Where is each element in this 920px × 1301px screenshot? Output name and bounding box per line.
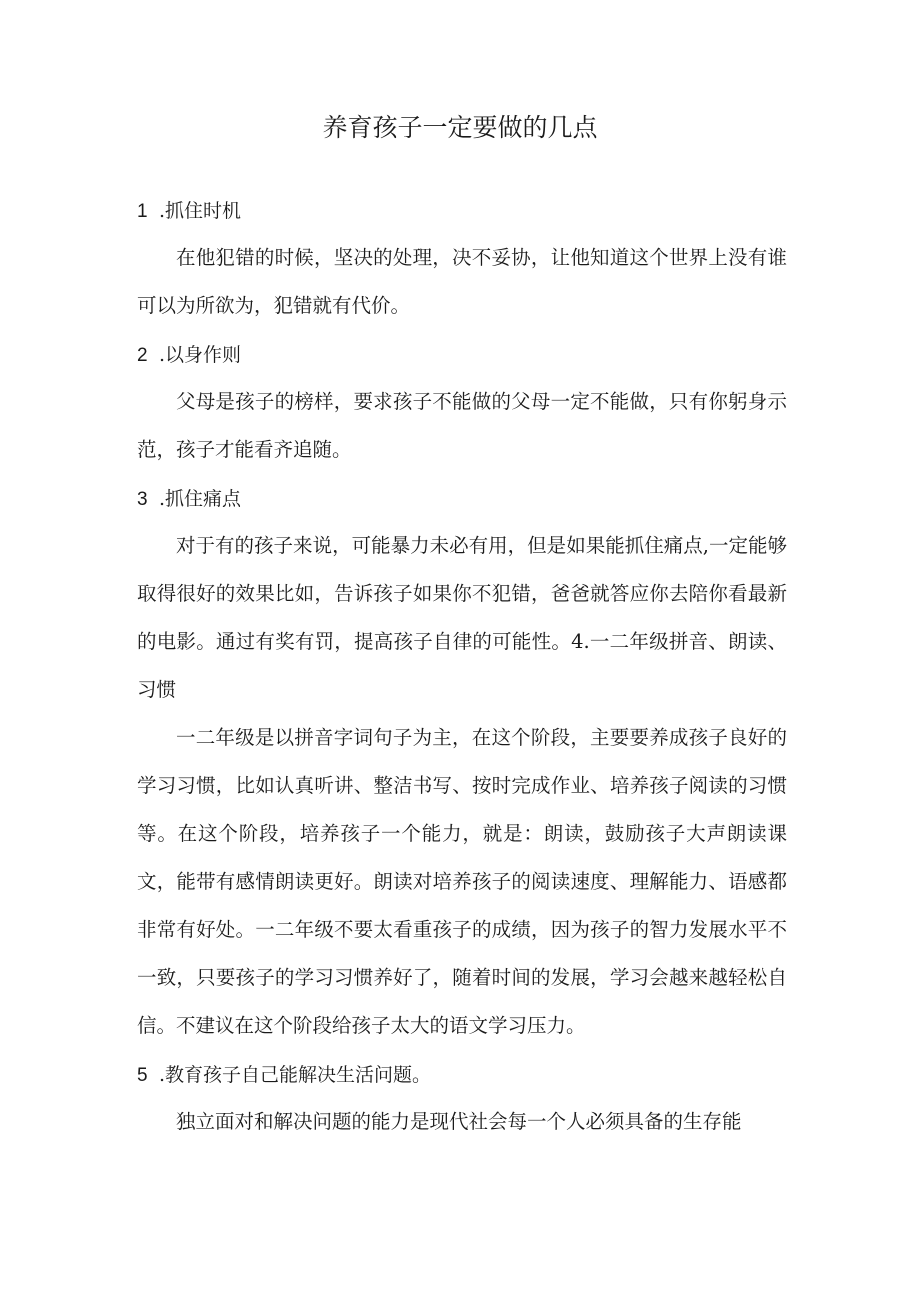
section-number: 3	[137, 489, 148, 510]
document-title: 养育孩子一定要做的几点	[322, 113, 598, 142]
section-number: 1	[137, 201, 148, 222]
section-body-3: 对于有的孩子来说，可能暴力未必有用，但是如果能抓住痛点,一定能够取得很好的效果比如，告诉孩子如果你不犯错，爸爸就答应你去陪你看最新的电影。通过有奖有罚，提高孩子自律的可能性。4.一二年级拼音、朗读、习惯	[137, 534, 787, 701]
section-body-4: 一二年级是以拼音字词句子为主，在这个阶段，主要要养成孩子良好的学习习惯，比如认真听讲、整洁书写、按时完成作业、培养孩子阅读的习惯等。在这个阶段，培养孩子一个能力，就是：朗读，鼓励孩子大声朗读课文，能带有感情朗读更好。朗读对培养孩子的阅读速度、理解能力、语感都非常有好处。一二年级不要太看重孩子的成绩，因为孩子的智力发展水平不一致，只要孩子的学习习惯养好了，随着时间的发展，学习会越来越轻松自信。不建议在这个阶段给孩子太大的语文学习压力。	[137, 726, 787, 1037]
section-body-1: 在他犯错的时候，坚决的处理，决不妥协，让他知道这个世界上没有谁可以为所欲为，犯错就有代价。	[137, 246, 787, 317]
section-heading-text: .以身作则	[159, 344, 242, 366]
section-heading-1	[137, 199, 241, 224]
section-heading-5	[137, 1063, 431, 1088]
section-heading-text: .抓住痛点	[159, 488, 242, 510]
section-heading-2	[137, 343, 241, 368]
section-heading-text: .教育孩子自己能解决生活问题。	[159, 1064, 432, 1086]
section-number: 2	[137, 345, 148, 366]
section-heading-3	[137, 487, 241, 512]
section-body-5: 独立面对和解决问题的能力是现代社会每一个人必须具备的生存能	[176, 1110, 742, 1133]
section-heading-text: .抓住时机	[159, 200, 242, 222]
section-number: 5	[137, 1065, 148, 1086]
section-body-2: 父母是孩子的榜样，要求孩子不能做的父母一定不能做，只有你躬身示范，孩子才能看齐追随。	[137, 390, 787, 461]
